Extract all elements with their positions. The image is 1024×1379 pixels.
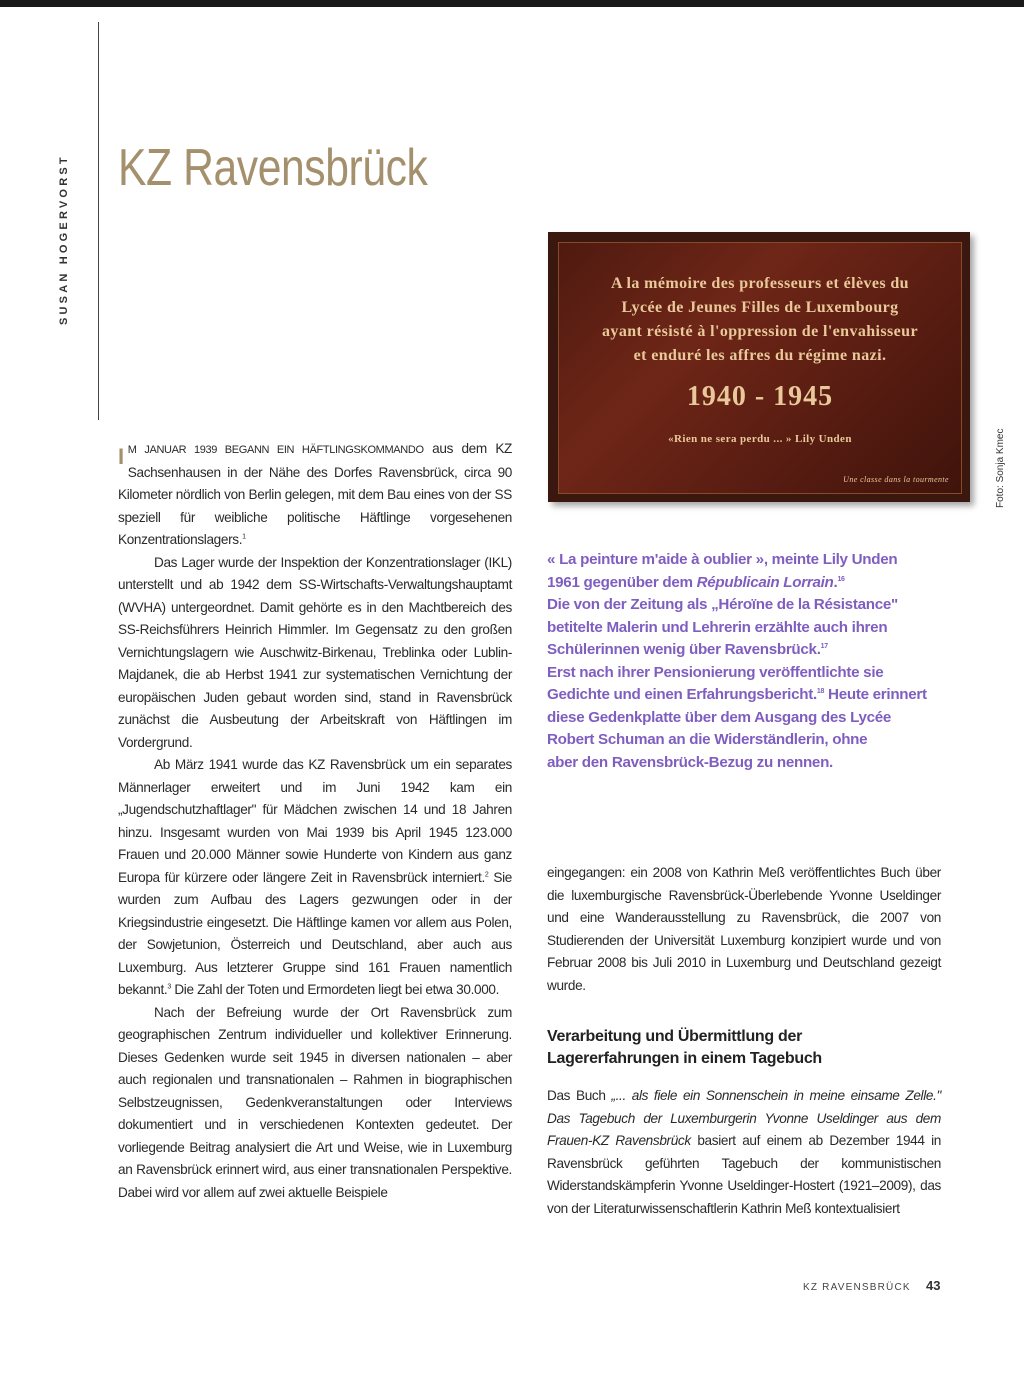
section-heading-line-2: Lagererfahrungen in einem Tagebuch <box>547 1050 822 1067</box>
caption-line-4: betitelte Malerin und Lehrerin erzählte auch ihren <box>547 618 888 636</box>
footnote-ref-16: 16 <box>837 575 845 583</box>
caption-line-9: Robert Schuman an die Widerständlerin, ohne <box>547 731 868 748</box>
caption-line-8: diese Gedenkplatte über dem Ausgang des Lycée <box>547 708 892 726</box>
paragraph-3 <box>118 754 512 1002</box>
photo-caption <box>547 549 947 774</box>
caption-line-7-end: Heute erinnert <box>824 686 927 703</box>
footnote-ref-18: 18 <box>816 687 825 695</box>
page-number: 43 <box>926 1278 941 1293</box>
caption-line-10: aber den Ravensbrück-Bezug zu nennen. <box>547 753 833 771</box>
caption-line-1: « La peinture m'aide à oublier », meinte Lily Unden <box>547 551 898 568</box>
footnote-ref-17: 17 <box>820 642 828 650</box>
article-title: KZ Ravensbrück <box>118 139 428 197</box>
footnote-ref-1: 1 <box>242 533 246 541</box>
plaque-line-3: ayant résisté à l'oppression de l'envahisseur <box>602 323 918 340</box>
paragraph-1-text: aus dem KZ Sachsenhausen in der Nähe des Dorfes Ravensbrück, circa 90 Kilometer nördlich von Berlin gelegen, mit dem Bau eines von der SS speziell für weibliche politische Häftlinge vorgesehenen Konzentrationslagers. <box>118 441 512 547</box>
plaque-line-1: A la mémoire des professeurs et élèves du <box>611 275 909 292</box>
running-author: SUSAN HOGERVORST <box>58 154 70 325</box>
caption-line-5-text: Schülerinnen wenig über Ravensbrück. <box>547 641 821 658</box>
plaque-years: 1940 - 1945 <box>686 381 834 412</box>
lead-in-smallcaps: M JANUAR 1939 BEGANN EIN HÄFTLINGSKOMMANDO <box>127 444 424 456</box>
footnote-ref-2: 2 <box>484 870 489 878</box>
paragraph-1 <box>118 438 512 552</box>
book-title: „... als fiele ein Sonnenschein in meine einsame Zelle." Das Tagebuch der Luxemburgerin Yvonne Useldinger aus dem Frauen-KZ Ravensbrück <box>547 1088 941 1148</box>
caption-line-6: Erst nach ihrer Pensionierung veröffentlichte sie <box>547 663 884 681</box>
plaque-line-4: et enduré les affres du régime nazi. <box>633 347 887 364</box>
paragraph-2: Das Lager wurde der Inspektion der Konzentrationslager (IKL) unterstellt und ab 1942 dem SS-Wirtschafts-Verwaltungshauptamt (WVHA) untergeordnet. Damit gehörte es in den Machtbereich des SS-Reichsführers Heinrich Himmler. Im Gegensatz zu den großen Vernichtungslagern wie Auschwitz-Birkenau, Treblinka oder Lublin-Majdanek, die ab Herbst 1941 zur systematischen Vernichtung der europäischen Juden gebaut worden sind, stand in Ravensbrück zunächst die Ausbeutung der Arbeitskraft von Häftlingen im Vordergrund. <box>118 554 512 750</box>
paragraph-3-text-c: Die Zahl der Toten und Ermordeten liegt bei etwa 30.000. <box>170 982 500 997</box>
paragraph-3-text-b: Sie wurden zum Aufbau des Lagers gezwungen oder in der Kriegsindustrie eingesetzt. Die Häftlinge kamen vor allem aus Polen, der Sowjetunion, Österreich und Deutschland, aber auch aus Luxemburg. Aus letzterer Gruppe sind 161 Frauen namentlich bekannt. <box>118 869 512 997</box>
plaque-quote: «Rien ne sera perdu ... » Lily Unden <box>668 433 852 445</box>
drop-cap: I <box>118 444 124 469</box>
plaque-photo <box>548 232 970 502</box>
right-paragraph-2-start: Das Buch <box>547 1088 612 1103</box>
right-column-top <box>547 862 941 997</box>
right-paragraph-1: eingegangen: ein 2008 von Kathrin Meß veröffentlichtes Buch über die luxemburgische Ravensbrück-Überlebende Yvonne Useldinger und eine Wanderausstellung zu Ravensbrück, die 2007 von Studierenden der Universität Luxemburg konzipiert wurde und von Februar 2008 bis Juli 2010 in Luxemburg und Deutschland gezeigt wurde. <box>547 865 941 993</box>
page-top-edge <box>0 0 1024 7</box>
caption-line-2 <box>547 572 947 595</box>
caption-line-3: Die von der Zeitung als „Héroïne de la Résistance" <box>547 596 898 613</box>
newspaper-name: Républicain Lorrain <box>696 573 834 591</box>
paragraph-3-text-a: Ab März 1941 wurde das KZ Ravensbrück um ein separates Männerlager erweitert und im Juni 1942 kam ein „Jugendschutzhaftlager" für Mädchen zwischen 14 und 18 Jahren hinzu. Insgesamt wurden von Mai 1939 bis April 1945 123.000 Frauen und 20.000 Männer sowie Hunderte von Kindern aus ganz Europa für kürzere oder längere Zeit in Ravensbrück interniert. <box>118 757 512 885</box>
right-column-bottom <box>547 1085 941 1220</box>
footer-running-title: KZ RAVENSBRÜCK <box>803 1282 911 1293</box>
caption-line-2-end: . <box>833 573 838 591</box>
right-paragraph-2-end: basiert auf einem ab Dezember 1944 in Ravensbrück geführten Tagebuch der kommunistischen Widerstandskämpferin Yvonne Useldinger-Hostert (1921–2009), das von der Literaturwissenschaftlerin Kathrin Meß kontextualisiert <box>547 1133 941 1216</box>
caption-line-5 <box>547 639 947 662</box>
left-column <box>118 438 512 1204</box>
photo-credit: Foto: Sonja Kmec <box>995 428 1006 508</box>
caption-line-7-text: Gedichte und einen Erfahrungsbericht. <box>547 686 817 703</box>
caption-line-2-text: 1961 gegenüber dem <box>547 573 697 591</box>
section-heading-line-1: Verarbeitung und Übermittlung der <box>547 1028 803 1045</box>
plaque-line-2: Lycée de Jeunes Filles de Luxembourg <box>621 299 899 316</box>
vertical-rule <box>98 22 99 420</box>
paragraph-4: Nach der Befreiung wurde der Ort Ravensbrück zum geographischen Zentrum individueller und kollektiver Erinnerung. Dieses Gedenken wurde seit 1945 in diversen nationalen – aber auch regionalen und transnationalen – Rahmen in biographischen Selbstzeugnissen, Gedenkveranstaltungen oder Interviews dokumentiert und in verschiedenen Kontexten gedeutet. Der vorliegende Beitrag analysiert die Art und Weise, wie in Luxemburg an Ravensbrück erinnert wird, aus einer transnationalen Perspektive. Dabei wird vor allem auf zwei aktuelle Beispiele <box>118 1004 512 1200</box>
right-paragraph-2 <box>547 1085 941 1220</box>
memorial-plaque <box>558 242 962 494</box>
plaque-signature: Une classe dans la tourmente <box>843 475 949 484</box>
footnote-ref-3: 3 <box>167 983 171 991</box>
section-heading <box>547 1026 947 1070</box>
caption-line-7 <box>547 684 947 707</box>
